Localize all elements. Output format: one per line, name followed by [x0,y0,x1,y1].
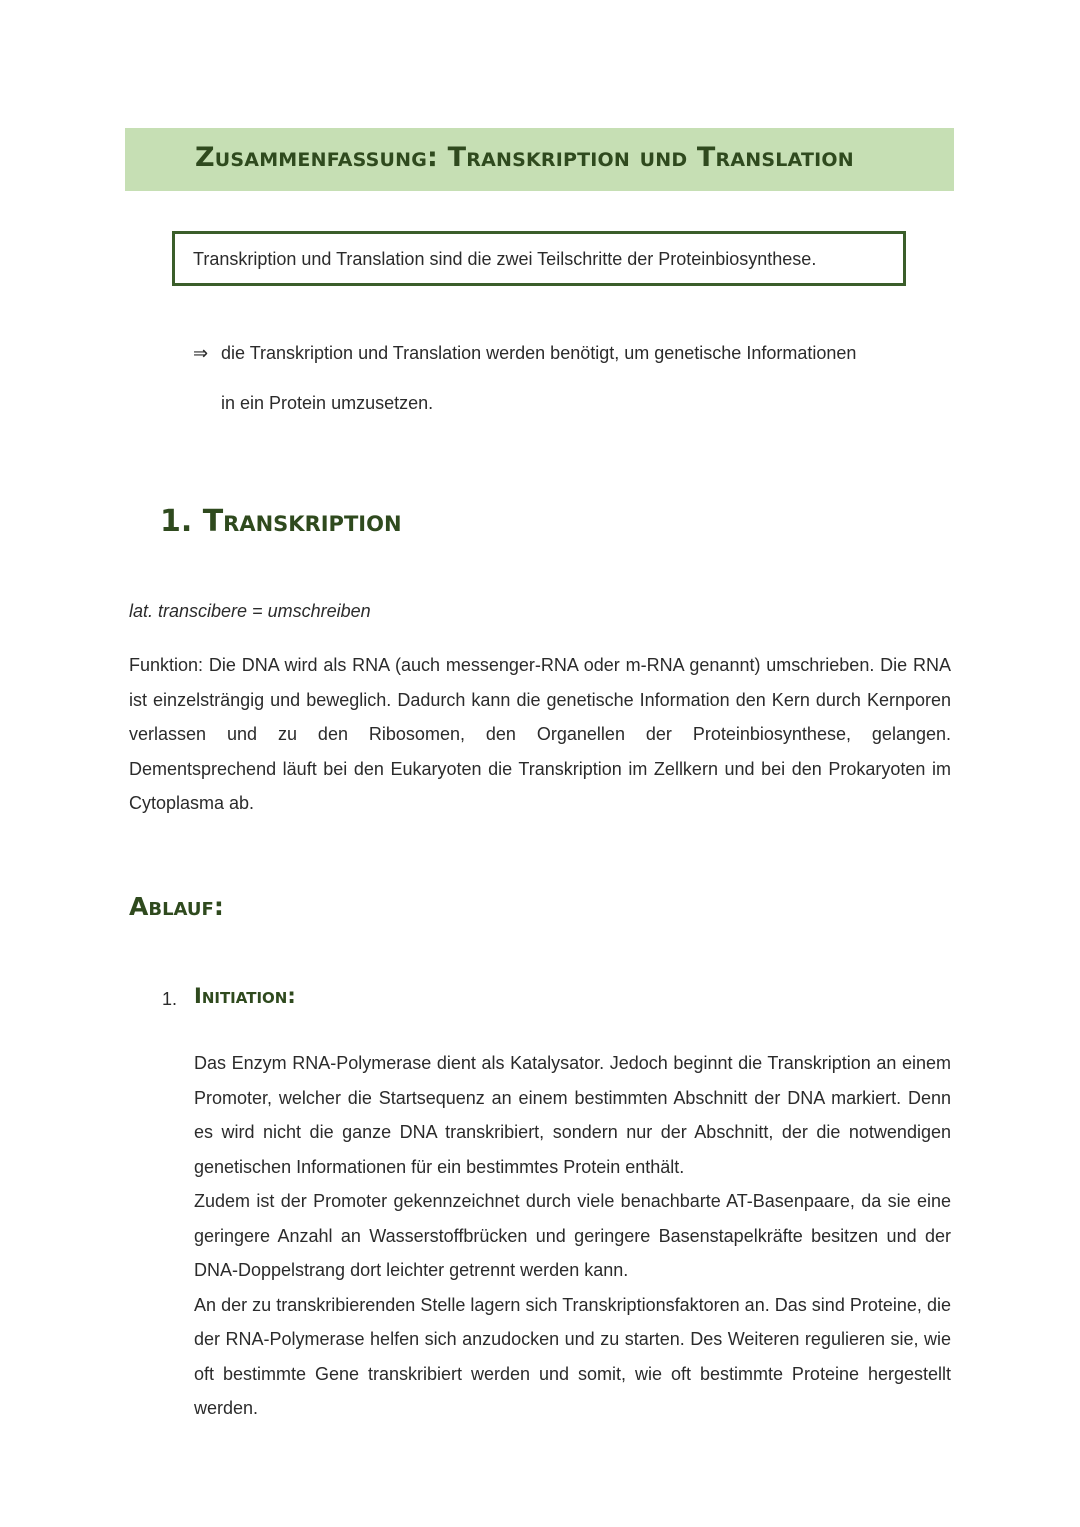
initiation-paragraph: Zudem ist der Promoter gekennzeichnet durch viele benachbarte AT-Basenpaare, da sie eine geringere Anzahl an Wasserstoffbrücken und geringere Basenstapelkräfte besitzen und der DNA-Doppelstrang dort leichter getrennt werden kann. [194,1191,951,1280]
latin-etymology: lat. transcibere = umschreiben [129,601,371,621]
implies-arrow-icon: ⇒ [193,343,209,363]
section-heading-transkription: 1. Transkription [160,504,402,539]
implication-text-1: die Transkription und Translation werden benötigt, um genetische Informationen [221,343,857,363]
step-number: 1. [162,989,178,1009]
definition-text: Transkription und Translation sind die zwei Teilschritte der Proteinbiosynthese. [193,249,817,269]
implication-line-1 [193,341,953,365]
implication-block [193,341,953,415]
function-paragraph: Funktion: Die DNA wird als RNA (auch messenger-RNA oder m-RNA genannt) umschrieben. Die RNA ist einzelsträngig und beweglich. Dadurch kann die genetische Information den Kern durch Kernporen verlassen und zu den Ribosomen, den Organellen der Proteinbiosynthese, gelangen. Dementsprechend läuft bei den Eukaryoten die Transkription im Zellkern und bei den Prokaryoten im Cytoplasma ab. [129,655,951,814]
initiation-text [194,1046,951,1426]
ablauf-heading: Ablauf: [129,892,224,921]
initiation-paragraph: Das Enzym RNA-Polymerase dient als Katalysator. Jedoch beginnt die Transkription an einem Promoter, welcher die Startsequenz an einem bestimmten Abschnitt der DNA markiert. Denn es wird nicht die ganze DNA transkribiert, sondern nur der Abschnitt, der die notwendigen genetischen Informationen für ein bestimmtes Protein enthält. [194,1053,951,1177]
implication-line-2: in ein Protein umzusetzen. [221,393,434,413]
title-banner [125,128,954,191]
step-title-initiation: Initiation: [194,984,296,1008]
page-title: Zusammenfassung: Transkription und Translation [195,142,854,173]
initiation-paragraph: An der zu transkribierenden Stelle lagern sich Transkriptionsfaktoren an. Das sind Proteine, die der RNA-Polymerase helfen sich anzudocken und zu starten. Des Weiteren regulieren sie, wie oft bestimmte Gene transkribiert werden und somit, wie oft bestimmte Proteine hergestellt werden. [194,1294,951,1418]
definition-box [172,231,906,286]
